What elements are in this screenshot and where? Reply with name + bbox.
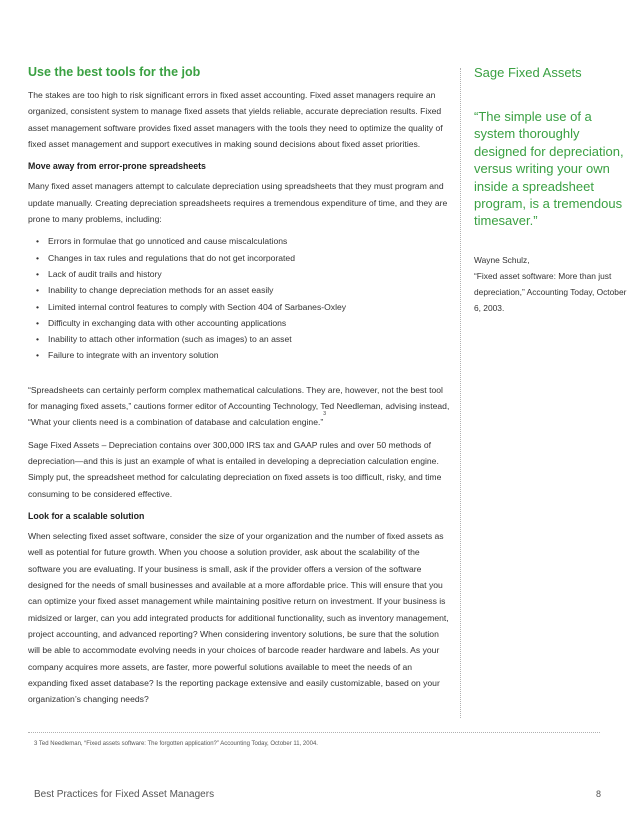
- subheading-spreadsheets: Move away from error-prone spreadsheets: [28, 161, 206, 172]
- list-item: [36, 347, 452, 363]
- bullet-icon: •: [36, 285, 40, 296]
- list-item-text: Inability to attach other information (such as images) to an asset: [48, 334, 292, 345]
- bullet-icon: •: [36, 236, 40, 247]
- pull-quote: “The simple use of a system thoroughly designed for depreciation, versus writing your own inside a spreadsheet program, is a tremendous timesaver.”: [474, 109, 624, 229]
- quote-source: “Fixed asset software: More than just depreciation,” Accounting Today, October 6, 2003.: [474, 270, 627, 313]
- sidebar-title: Sage Fixed Assets: [474, 65, 582, 80]
- page-number: 8: [596, 789, 602, 799]
- main-column: [28, 64, 452, 713]
- list-item-text: Errors in formulae that go unnoticed and cause miscalculations: [48, 236, 288, 247]
- problems-list: [28, 233, 452, 363]
- needleman-quote-text: “Spreadsheets can certainly perform complex mathematical calculations. They are, however, not the best tool for managing fixed assets,” cautions former editor of Accounting Technology, Ted Needleman, advising instead, “What your clients need is a combination of database and calculation engine.”: [28, 384, 450, 428]
- bullet-icon: •: [36, 350, 40, 361]
- spacer: [28, 364, 452, 382]
- list-item-text: Failure to integrate with an inventory solution: [48, 350, 219, 361]
- list-item: [36, 266, 452, 282]
- footnote: 3 Ted Needleman, “Fixed assets software: The forgotten application?” Accounting Today, October 11, 2004.: [34, 741, 318, 747]
- bullet-icon: •: [36, 252, 40, 263]
- horizontal-divider: [28, 732, 600, 733]
- footer-title: Best Practices for Fixed Asset Managers: [34, 789, 215, 800]
- scalable-paragraph: When selecting fixed asset software, consider the size of your organization and the number of fixed assets as well as potential for future growth. When you choose a solution provider, ask about the scalability of the software you are evaluating. If your business is small, ask if the provider offers a version of the software designed for the needs of small businesses and available at a more affordable price. This will ensure that you can optimize your fixed asset management while maintaining positive return on investment. If your business is midsized or larger, can you add integrated products for additional functionality, such as inventory management, project accounting, and advanced reporting? When considering inventory solutions, be sure that the solution will be able to accommodate evolving needs in your choices of barcode reader hardware and labels. As your company acquires more assets, are faster, more powerful solutions available to meet the needs of an expanding fixed asset database? Is the reporting package extensive and easily customizable, based on your organization’s changing needs?: [28, 531, 449, 705]
- list-item-text: Lack of audit trails and history: [48, 268, 162, 279]
- list-item: [36, 331, 452, 347]
- list-item-text: Changes in tax rules and regulations that do not get incorporated: [48, 252, 295, 263]
- list-item: [36, 299, 452, 315]
- subheading-scalable: Look for a scalable solution: [28, 510, 145, 521]
- bullet-icon: •: [36, 268, 40, 279]
- bullet-icon: •: [36, 334, 40, 345]
- sage-depreciation-paragraph: Sage Fixed Assets – Depreciation contains over 300,000 IRS tax and GAAP rules and over 50 methods of depreciation—and this is just an example of what is entailed in developing a depreciation calculation engine. Simply put, the spreadsheet method for calculating depreciation on fixed assets is too difficult, risky, and time consuming to be considered effective.: [28, 439, 442, 499]
- needleman-quote-paragraph: [28, 382, 452, 431]
- vertical-divider: [460, 68, 461, 718]
- list-item: [36, 233, 452, 249]
- list-item-text: Inability to change depreciation methods for an asset easily: [48, 285, 274, 296]
- bullet-icon: •: [36, 317, 40, 328]
- spreadsheets-paragraph: Many fixed asset managers attempt to calculate depreciation using spreadsheets that they must program and update manually. Creating depreciation spreadsheets requires a tremendous expenditure of time, and they are prone to many problems, including:: [28, 181, 448, 225]
- section-heading: Use the best tools for the job: [28, 65, 201, 79]
- footnote-reference: 3: [323, 411, 327, 418]
- list-item: [36, 282, 452, 298]
- list-item-text: Limited internal control features to comply with Section 404 of Sarbanes-Oxley: [48, 301, 347, 312]
- quote-author: Wayne Schulz,: [474, 254, 530, 265]
- list-item: [36, 315, 452, 331]
- quote-attribution: [474, 252, 634, 316]
- list-item-text: Difficulty in exchanging data with other accounting applications: [48, 317, 287, 328]
- sidebar: [474, 64, 634, 316]
- list-item: [36, 250, 452, 266]
- bullet-icon: •: [36, 301, 40, 312]
- intro-paragraph: The stakes are too high to risk significant errors in fixed asset accounting. Fixed asset managers require an organized, consistent system to manage fixed assets that yields reliable, accurate depreciation results. Fixed asset management software provides fixed asset managers with the tools they need to optimize the quality of fixed asset management and support executives in making sound decisions about fixed asset priorities.: [28, 90, 443, 149]
